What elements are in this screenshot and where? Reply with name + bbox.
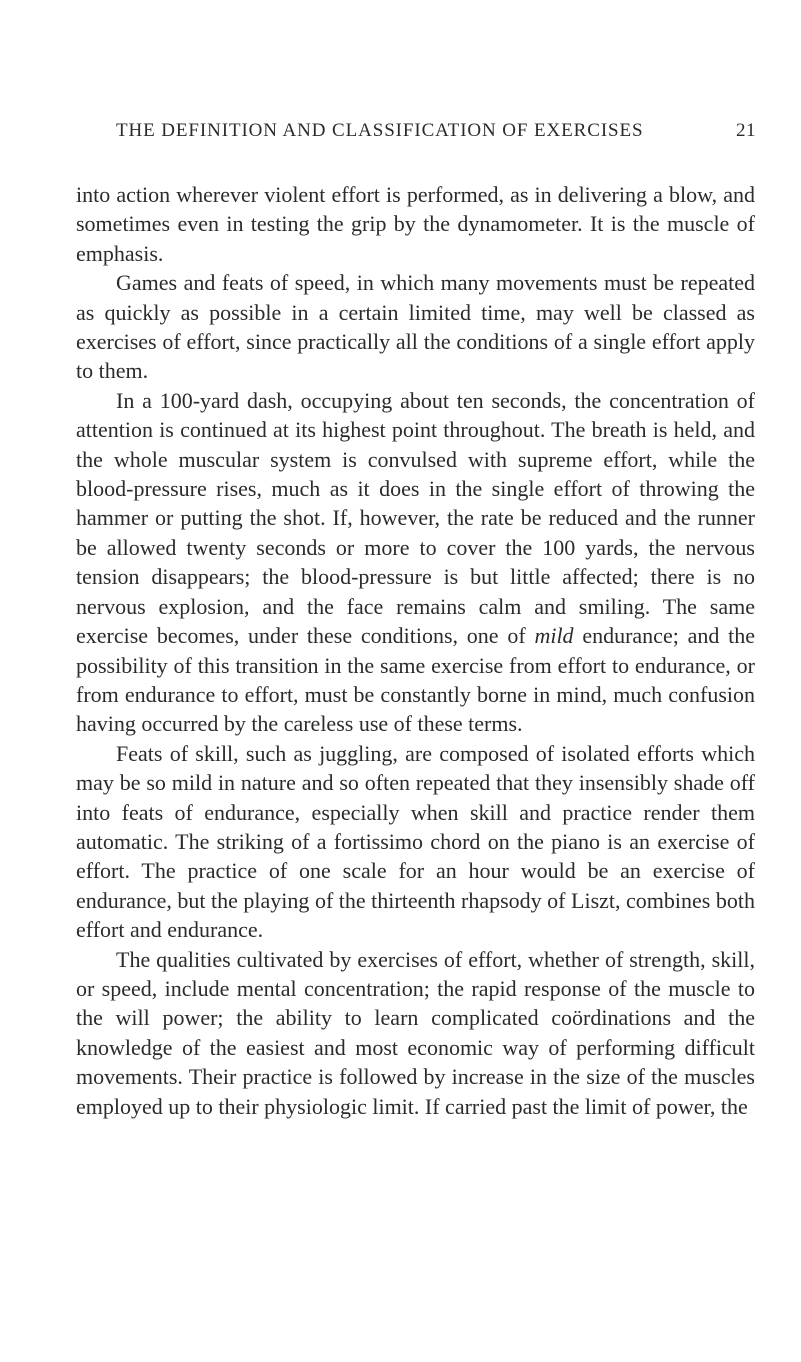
paragraph-3-emphasis: mild xyxy=(534,623,574,649)
paragraph-3-text-before: In a 100-yard dash, occupying about ten seconds, the concentration of attention is continued at its highest point throughout. The breath is held, and the whole muscular system is convulsed with supreme effort, while the blood-pressure rises, much as it does in the single effort of throwing the hammer or putting the shot. If, however, the rate be reduced and the runner be allowed twenty seconds or more to cover the 100 yards, the nervous tension disappears; the blood-pressure is but little affected; there is no nervous explosion, and the face remains calm and smiling. The same exercise becomes, under these conditions, one of xyxy=(76,387,755,649)
paragraph-2: Games and feats of speed, in which many movements must be repeated as quickly as possible in a certain limited time, may well be classed as exercises of effort, since practically all the conditions of a single effort apply to them. xyxy=(76,270,755,384)
body-text xyxy=(76,180,755,1121)
paragraph-1: into action wherever violent effort is performed, as in delivering a blow, and sometimes even in testing the grip by the dynamometer. It is the muscle of emphasis. xyxy=(76,182,755,266)
paragraph-3 xyxy=(76,386,755,739)
page-number: 21 xyxy=(736,120,756,141)
paragraph-4: Feats of skill, such as juggling, are composed of isolated efforts which may be so mild in nature and so often repeated that they insensibly shade off into feats of endurance, especially when skill and practice render them automatic. The striking of a fortissimo chord on the piano is an exercise of effort. The practice of one scale for an hour would be an exercise of endurance, but the playing of the thirteenth rhapsody of Liszt, combines both effort and endurance. xyxy=(76,740,755,943)
running-head xyxy=(116,120,756,148)
running-title: THE DEFINITION AND CLASSIFICATION OF EXERCISES xyxy=(116,120,644,141)
paragraph-3-text-after: endurance; and the possibility of this transition in the same exercise from effort to endurance, or from endurance to effort, must be constantly borne in mind, much confusion having occurred by the careless use of these terms. xyxy=(76,623,755,737)
paragraph-5: The qualities cultivated by exercises of effort, whether of strength, skill, or speed, include mental concentration; the rapid response of the muscle to the will power; the ability to learn complicated coördinations and the knowledge of the easiest and most economic way of performing difficult movements. Their practice is followed by increase in the size of the muscles employed up to their physiologic limit. If carried past the limit of power, the xyxy=(76,946,755,1119)
